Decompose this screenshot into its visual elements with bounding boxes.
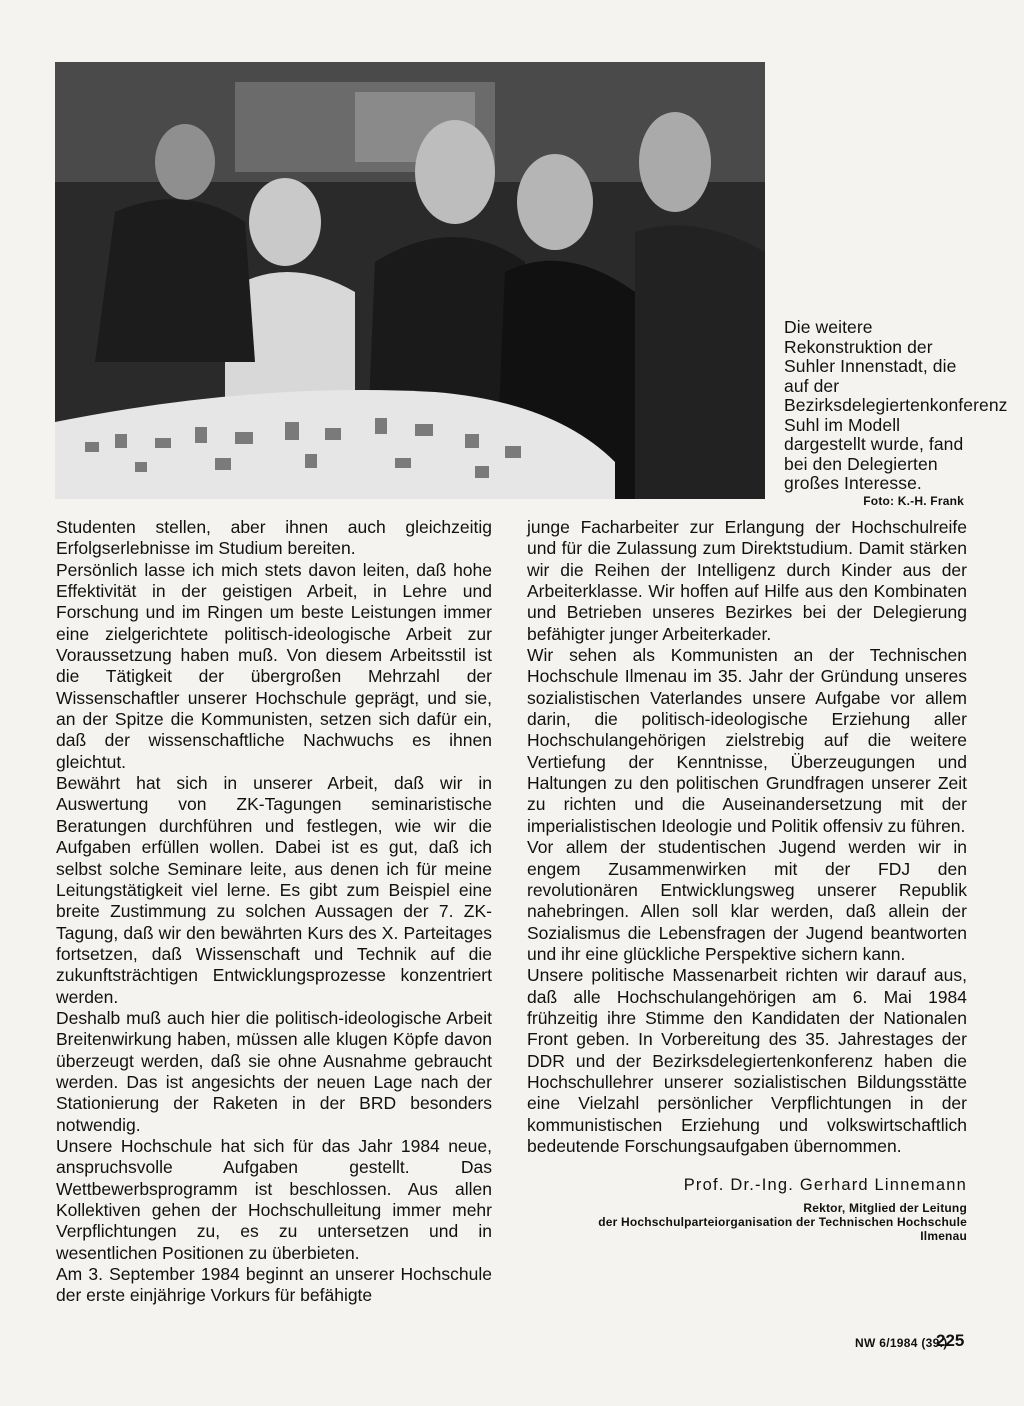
- photo-credit: Foto: K.-H. Frank: [863, 493, 964, 508]
- right-column: [527, 517, 967, 1243]
- page-number: 225: [936, 1331, 965, 1350]
- article-photo: [55, 62, 765, 499]
- paragraph: Am 3. September 1984 beginnt an unserer Hochschule der erste einjährige Vorkurs für befähigte: [56, 1264, 492, 1306]
- paragraph: Deshalb muß auch hier die politisch-ideologische Arbeit Breitenwirkung haben, müssen alle klugen Köpfe davon überzeugt werden, daß sie ohne Ausnahme gebraucht werden. Das ist angesichts der neuen Lage nach der Stationierung der Raketen in der BRD besonders notwendig.: [56, 1007, 492, 1135]
- paragraph: Unsere Hochschule hat sich für das Jahr 1984 neue, anspruchsvolle Aufgaben gestellt. Das Wettbewerbsprogramm ist beschlossen. Aus allen Kollektiven gehen der Hochschulleitung immer mehr Verpflichtungen zu, es zu untersetzen und in wesentlichen Positionen zu überbieten.: [56, 1135, 492, 1263]
- paragraph: Persönlich lasse ich mich stets davon leiten, daß hohe Effektivität in der geistigen Arbeit, in Lehre und Forschung und im Ringen um beste Leistungen immer eine zielgerichtete politisch-ideologische Arbeit zur Voraussetzung haben muß. Von diesem Arbeitsstil ist die Tätigkeit der übergroßen Mehrzahl der Wissenschaftler unserer Hochschule geprägt, und sie, an der Spitze die Kommunisten, setzen sich dafür ein, daß der wissenschaftliche Nachwuchs es ihnen gleichtut.: [56, 559, 492, 772]
- author-name: Prof. Dr.-Ing. Gerhard Linnemann: [683, 1176, 967, 1195]
- left-column: [56, 517, 492, 1307]
- author-role-line: Ilmenau: [920, 1229, 967, 1244]
- issue-reference: NW 6/1984 (39.): [855, 1336, 948, 1350]
- paragraph: junge Facharbeiter zur Erlangung der Hochschulreife und für die Zulassung zum Direktstudium. Damit stärken wir die Reihen der Intelligenz durch Kinder aus der Arbeiterklasse. Wir hoffen auf Hilfe aus den Kombinaten und Betrieben unseres Bezirkes bei der Delegierung befähigter junger Arbeiterkader.: [527, 517, 967, 644]
- paragraph: Bewährt hat sich in unserer Arbeit, daß wir in Auswertung von ZK-Tagungen seminaristische Beratungen durchführen und festlegen, wie wir die Aufgaben erfüllen wollen. Dabei ist es gut, daß ich selbst solche Seminare leite, aus denen ich für meine Leitungstätigkeit viel lerne. Es gibt zum Beispiel eine breite Zustimmung zu solchen Aussagen der 7. ZK-Tagung, daß wir den bewährten Kurs des X. Parteitages fortsetzen, daß Wissenschaft und Technik auf die zukunftsträchtigen Entwicklungsprozesse konzentriert werden.: [56, 773, 492, 1007]
- paragraph: Studenten stellen, aber ihnen auch gleichzeitig Erfolgserlebnisse im Studium bereiten.: [56, 517, 492, 559]
- photo-placeholder-icon: [55, 62, 765, 499]
- author-role-line: Rektor, Mitglied der Leitung: [803, 1201, 967, 1216]
- author-role-line: der Hochschulparteiorganisation der Technischen Hochschule: [598, 1215, 967, 1230]
- paragraph: Vor allem der studentischen Jugend werden wir in engem Zusammenwirken mit der FDJ den revolutionären Entwicklungsweg unserer Republik nahebringen. Allen soll klar werden, daß allein der Sozialismus die Lebensfragen der Jugend beantworten und ihr eine glückliche Perspektive sichern kann.: [527, 837, 967, 964]
- author-role: [527, 1201, 967, 1243]
- photo-caption: [784, 317, 1008, 509]
- paragraph: Wir sehen als Kommunisten an der Technischen Hochschule Ilmenau im 35. Jahr der Gründung unseres sozialistischen Vaterlandes unsere Aufgabe vor allem darin, die politisch-ideologische Erziehung aller Hochschulangehörigen zielstrebig auf die weitere Vertiefung der Kenntnisse, Überzeugungen und Haltungen zu den politischen Grundfragen unserer Zeit zu richten und die Auseinandersetzung mit der imperialistischen Ideologie und Politik offensiv zu führen.: [527, 645, 967, 836]
- caption-text: Die weitere Rekonstruktion der Suhler Innenstadt, die auf der Bezirksdelegiertenkonferenz Suhl im Modell dargestellt wurde, fand bei den Delegierten großes Interesse.: [784, 317, 1008, 493]
- paragraph: Unsere politische Massenarbeit richten wir darauf aus, daß alle Hochschulangehörigen am 6. Mai 1984 frühzeitig ihre Stimme den Kandidaten der Nationalen Front geben. In Vorbereitung des 35. Jahrestages der DDR und der Bezirksdelegiertenkonferenz haben die Hochschullehrer unserer sozialistischen Bildungsstätte eine Vielzahl persönlicher Verpflichtungen in der kommunistischen Erziehung und volkswirtschaftlich bedeutende Forschungsaufgaben übernommen.: [527, 965, 967, 1156]
